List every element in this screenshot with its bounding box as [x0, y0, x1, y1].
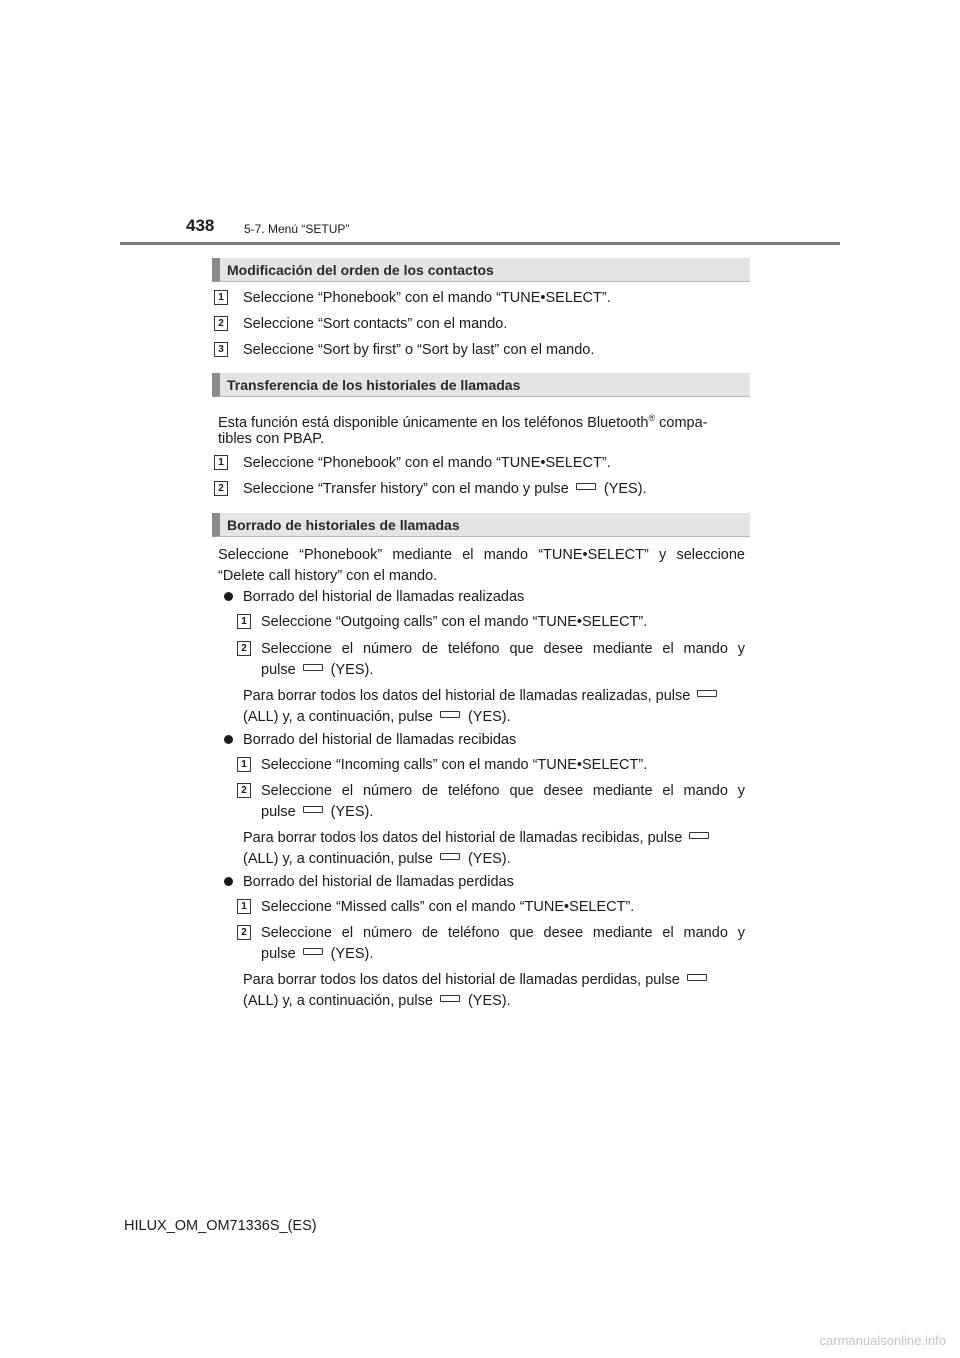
step-text: pulse (YES).	[261, 804, 374, 820]
step-number-badge: 1	[214, 290, 228, 305]
intro-text: “Delete call history” con el mando.	[218, 568, 438, 584]
bullet-icon	[224, 735, 233, 744]
bullet-text: Borrado del historial de llamadas recibidas	[243, 732, 517, 748]
note-text: (ALL) y, a continuación, pulse (YES).	[243, 709, 511, 725]
intro-text: Seleccione “Phonebook” mediante el mando “TUNE•SELECT” y seleccione	[218, 547, 745, 563]
step-number-badge: 2	[237, 783, 251, 798]
intro-text: Esta función está disponible únicamente en los teléfonos Bluetooth® compa-	[218, 413, 708, 431]
intro-text: tibles con PBAP.	[218, 431, 325, 447]
button-icon	[689, 832, 709, 839]
step-number-badge: 2	[214, 481, 228, 496]
section-heading-text: Borrado de historiales de llamadas	[227, 517, 460, 533]
section-title: 5-7. Menú “SETUP”	[244, 222, 350, 236]
step-text: Seleccione “Sort contacts” con el mando.	[243, 316, 508, 332]
note-text: (ALL) y, a continuación, pulse (YES).	[243, 851, 511, 867]
button-icon	[440, 995, 460, 1002]
step-number-badge: 1	[237, 614, 251, 629]
note-text: (ALL) y, a continuación, pulse (YES).	[243, 993, 511, 1009]
step-number-badge: 3	[214, 342, 228, 357]
section-heading-text: Modificación del orden de los contactos	[227, 262, 494, 278]
bullet-icon	[224, 592, 233, 601]
bullet-icon	[224, 877, 233, 886]
step-number-badge: 2	[214, 316, 228, 331]
step-text: Seleccione el número de teléfono que desee mediante el mando y	[261, 641, 745, 657]
step-text: Seleccione “Outgoing calls” con el mando “TUNE•SELECT”.	[261, 614, 648, 630]
button-icon	[576, 483, 596, 490]
note-text: Para borrar todos los datos del historial de llamadas perdidas, pulse	[243, 971, 715, 989]
button-icon	[687, 974, 707, 981]
section-heading-contact-order	[212, 258, 750, 282]
header-rule	[120, 242, 840, 245]
step-number-badge: 1	[214, 455, 228, 470]
note-text: Para borrar todos los datos del historial de llamadas realizadas, pulse	[243, 687, 725, 705]
button-icon	[303, 806, 323, 813]
section-heading-text: Transferencia de los historiales de llamadas	[227, 377, 521, 393]
button-icon	[697, 690, 717, 697]
step-text: pulse (YES).	[261, 662, 374, 678]
section-heading-delete-history	[212, 513, 750, 537]
registered-mark: ®	[648, 413, 656, 423]
step-number-badge: 1	[237, 757, 251, 772]
step-text: Seleccione el número de teléfono que desee mediante el mando y	[261, 783, 745, 799]
bullet-text: Borrado del historial de llamadas realizadas	[243, 589, 525, 605]
step-text: Seleccione “Sort by first” o “Sort by last” con el mando.	[243, 342, 595, 358]
button-icon	[440, 853, 460, 860]
step-text: Seleccione el número de teléfono que desee mediante el mando y	[261, 925, 745, 941]
section-heading-transfer-history	[212, 373, 750, 397]
note-text: Para borrar todos los datos del historial de llamadas recibidas, pulse	[243, 829, 717, 847]
button-icon	[303, 664, 323, 671]
step-number-badge: 2	[237, 641, 251, 656]
step-text: Seleccione “Transfer history” con el mando y pulse (YES).	[243, 481, 647, 497]
bullet-text: Borrado del historial de llamadas perdidas	[243, 874, 514, 890]
step-number-badge: 2	[237, 925, 251, 940]
step-number-badge: 1	[237, 899, 251, 914]
step-text: Seleccione “Phonebook” con el mando “TUNE•SELECT”.	[243, 290, 611, 306]
step-text: pulse (YES).	[261, 946, 374, 962]
step-text: Seleccione “Missed calls” con el mando “TUNE•SELECT”.	[261, 899, 635, 915]
page-number: 438	[186, 216, 215, 235]
manual-code: HILUX_OM_OM71336S_(ES)	[124, 1218, 317, 1234]
button-icon	[303, 948, 323, 955]
step-text: Seleccione “Phonebook” con el mando “TUNE•SELECT”.	[243, 455, 611, 471]
watermark: carmanualsonline.info	[819, 1333, 946, 1348]
button-icon	[440, 711, 460, 718]
step-text: Seleccione “Incoming calls” con el mando “TUNE•SELECT”.	[261, 757, 648, 773]
